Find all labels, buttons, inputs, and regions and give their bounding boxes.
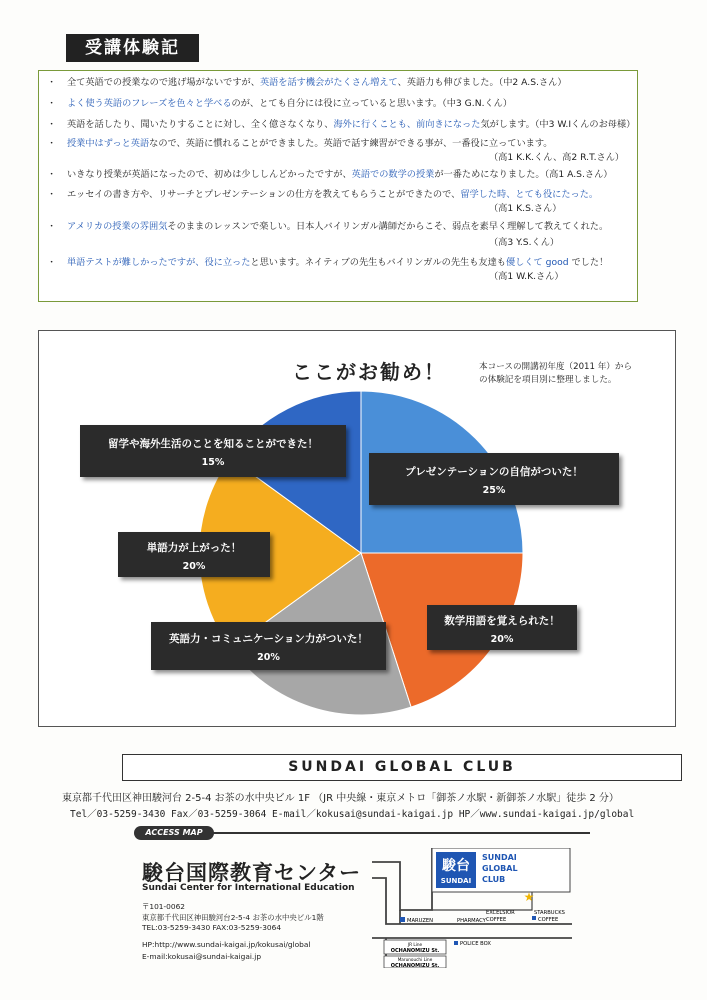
map-marker-icon [532,916,536,920]
center-hp[interactable]: HP:http://www.sundai-kaigai.jp/kokusai/global [142,940,311,949]
testimonial-text: でした！ [568,257,609,268]
testimonial-attribution: （高1 K.K.くん、高2 R.T.さん） [489,152,625,163]
label-study-abroad-name: 留学や海外生活のことを知ることができた！ [108,438,318,450]
sundai-logo-jp: 駿台 [442,858,470,874]
club-contact: Tel／03-5259-3430 Fax／03-5259-3064 E-mail／kokusai@sundai-kaigai.jp HP／www.sundai-kaigai.jp/global [70,809,635,820]
testimonial-text: いきなり授業が英語になったので、初めは少ししんどかったですが、 [67,169,352,180]
testimonial-attribution: （高3 Y.S.くん） [489,237,560,248]
bullet-icon: ・ [47,189,57,200]
map-police-box: POLICE BOX [460,941,491,947]
marunouchi-station-label: OCHANOMIZU St. [390,963,440,968]
map-excelsior-1: EXCELSIOR [486,910,515,916]
testimonial-attribution: （高1 W.K.さん） [489,271,564,282]
club-banner: SUNDAI GLOBAL CLUB [122,754,682,781]
testimonial-text: 英語を話したり、聞いたりすることに対し、全く億さなくなり、 [67,119,334,130]
label-presentation-name: プレゼンテーションの自信がついた！ [405,466,583,478]
testimonial-text: のが、とても自分には役に立っていると思います。（中3 G.N.くん） [231,98,513,109]
testimonial-text: 気がします。（中3 W.Iくんのお母様） [480,119,636,130]
testimonial-text: そのままのレッスンで楽しい。日本人バイリンガル講師だからこそ、弱点を素早く理解して教えてくれた。 [167,221,609,232]
map-excelsior-2: COFFEE [486,917,507,923]
bullet-icon: ・ [47,119,57,130]
testimonial-text: 優しくて good [505,257,569,268]
testimonial-text: 留学した時、とても役にたった。 [460,189,599,200]
testimonial-text: 単語テストが難しかったですが、役に立った [67,257,251,268]
jr-line-label: JR Line [407,942,423,947]
access-map-tag: ACCESS MAP [134,826,214,840]
testimonial-text: 英語を話す機会がたくさん増えて [259,77,398,88]
label-vocabulary-pct: 20% [182,561,206,572]
bullet-icon: ・ [47,138,57,149]
center-name-en: Sundai Center for International Education [142,883,355,893]
map-starbucks-2: COFFEE [538,917,559,923]
testimonial-text: 全て英語での授業なので逃げ場がないですが、 [67,77,260,88]
label-communication-pct: 20% [257,652,280,663]
testimonial-text: と思います。ネイティブの先生もバイリンガルの先生も友達も [250,257,506,268]
bullet-icon: ・ [47,221,57,232]
map-club-name-1: SUNDAI [482,853,517,862]
testimonial-text: アメリカの授業の雰囲気 [67,221,168,232]
bullet-icon: ・ [47,98,57,109]
location-star-icon: ★ [523,890,535,904]
label-communication-name: 英語力・コミュニケーション力がついた！ [169,633,368,645]
marunouchi-line-label: Marunouchi Line [397,957,433,962]
label-study-abroad [80,425,346,477]
map-marker-icon [454,941,458,945]
jr-station-label: OCHANOMIZU St. [390,948,440,954]
center-tel-fax: TEL:03-5259-3430 FAX:03-5259-3064 [142,923,282,932]
access-map [372,848,582,968]
map-club-name-3: CLUB [482,875,506,884]
label-math [427,605,577,650]
map-maruzen: MARUZEN [407,918,434,924]
bullet-icon: ・ [47,169,57,180]
testimonial-text: 英語での数学の授業 [351,169,435,180]
label-vocabulary [118,532,270,577]
label-presentation-pct: 25% [482,485,506,496]
club-address: 東京都千代田区神田駿河台 2-5-4 お茶の水中央ビル 1F （JR 中央線・東京メトロ「御茶ノ水駅・新御茶ノ水駅」徒歩 2 分） [62,793,619,804]
label-vocabulary-name: 単語力が上がった！ [146,542,242,554]
center-name: 駿台国際教育センター [142,861,362,885]
label-study-abroad-pct: 15% [201,457,225,468]
testimonial-text: なので、英語に慣れることができました。英語で話す練習ができる事が、一番役に立っています。 [149,138,553,149]
bullet-icon: ・ [47,257,57,268]
testimonial-text: が一番ためになりました。（高1 A.S.さん） [434,169,613,180]
testimonial-attribution: （高1 K.S.さん） [489,203,562,214]
section-title: 受講体験記 [66,34,199,62]
map-marker-icon [400,917,405,922]
label-communication [151,622,386,670]
map-road [372,848,432,910]
map-club-name-2: GLOBAL [482,864,518,873]
map-pharmacy: PHARMACY [457,918,486,924]
label-presentation [369,453,619,505]
map-starbucks-1: STARBUCKS [534,910,565,916]
testimonial-text: 授業中はずっと英語 [67,138,150,149]
chart-title: ここがお勧め！ [292,360,446,384]
center-address: 東京都千代田区神田駿河台2-5-4 お茶の水中央ビル1階 [142,913,324,922]
bullet-icon: ・ [47,77,57,88]
chart-note: 本コースの開講初年度（2011 年）からの体験記を項目別に整理しました。 [479,362,633,385]
testimonial-text: よく使う英語のフレーズを色々と学べる [67,98,232,109]
testimonial-text: エッセイの書き方や、リサーチとプレゼンテーションの仕方を教えてもらうことができたので、 [67,189,461,200]
testimonial-text: 海外に行くことも、前向きになった [333,119,481,130]
label-math-name: 数学用語を覚えられた！ [444,615,560,627]
sundai-logo-en: SUNDAI [440,877,472,885]
label-math-pct: 20% [490,634,514,645]
testimonial-text: 、英語力も伸びました。（中2 A.S.さん） [397,77,567,88]
postal-code: 〒101-0062 [142,902,185,911]
center-email[interactable]: E-mail:kokusai@sundai-kaigai.jp [142,952,262,961]
